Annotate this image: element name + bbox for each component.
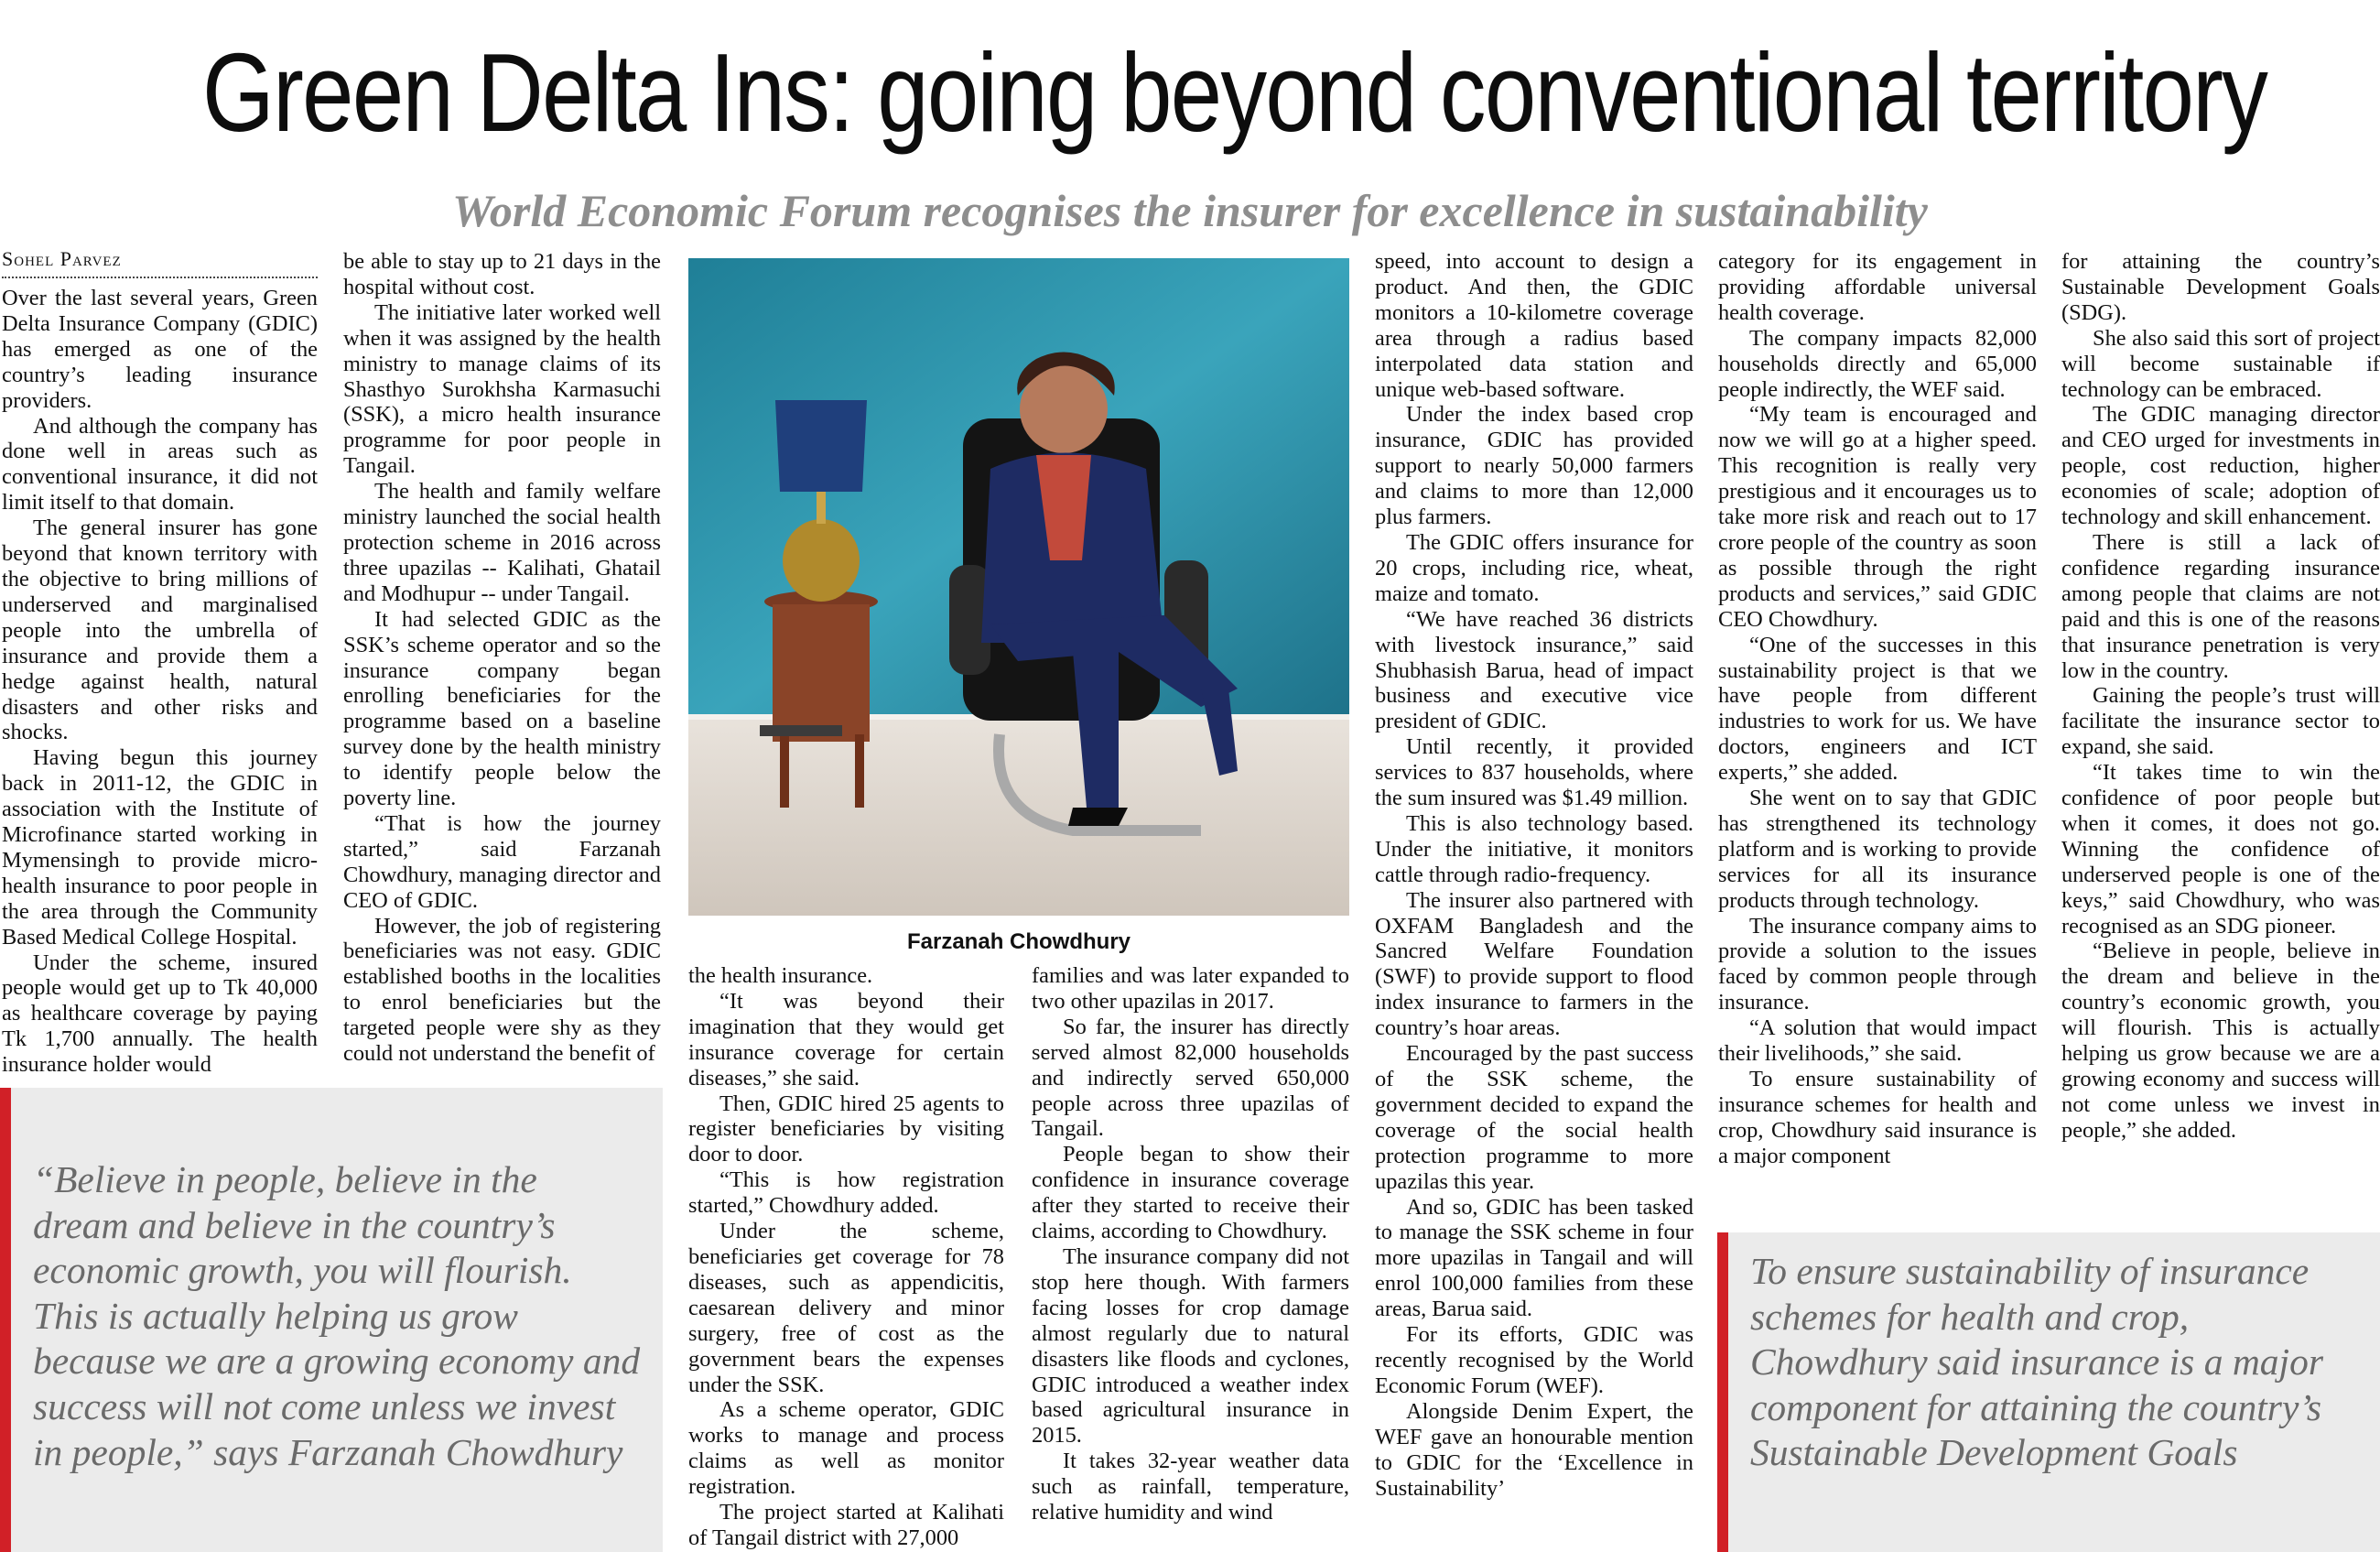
article-paragraph: The GDIC managing director and CEO urged for investments in people, cost reduction, higher economies of scale; adoption of technology and skill enhancement. xyxy=(2061,402,2380,530)
subheadline: World Economic Forum recognises the insurer for excellence in sustainability xyxy=(452,185,1928,236)
article-paragraph: “A solution that would impact their livelihoods,” she said. xyxy=(1718,1015,2037,1067)
article-paragraph: “It was beyond their imagination that they would get insurance coverage for certain diseases,” she said. xyxy=(688,988,1004,1091)
article-column-6 xyxy=(1718,249,2037,1169)
article-paragraph: The initiative later worked well when it was assigned by the health ministry to manage claims of its Shasthyo Surokhsha Karmasuchi (SSK), a micro health insurance programme for poor people in Tangail. xyxy=(343,299,661,479)
article-column-2 xyxy=(343,249,661,1067)
article-column-5 xyxy=(1375,249,1693,1501)
article-paragraph: The insurer also partnered with OXFAM Bangladesh and the Sancred Welfare Foundation (SWF) to provide support to flood index insurance to farmers in the country’s hoar areas. xyxy=(1375,887,1693,1041)
article-paragraph: And although the company has done well in areas such as conventional insurance, it did not limit itself to that domain. xyxy=(2,413,318,516)
pullquote-right-text: To ensure sustainability of insurance schemes for health and crop, Chowdhury said insurance is a major component for attaining the country’s Sustainable Development Goals xyxy=(1750,1250,2323,1474)
article-paragraph: “My team is encouraged and now we will go at a higher speed. This recognition is really very prestigious and it encourages us to take more risk and reach out to 17 crore people of the country as soon as possible through the right products and services,” said GDIC CEO Chowdhury. xyxy=(1718,402,2037,632)
article-paragraph: “One of the successes in this sustainability project is that we have people from different industries to work for us. We have doctors, engineers and ICT experts,” she added. xyxy=(1718,632,2037,786)
article-paragraph: Under the scheme, beneficiaries get coverage for 78 diseases, such as appendicitis, caesarean delivery and minor surgery, free of cost as the government bears the expenses under the SSK. xyxy=(688,1219,1004,1397)
pullquote-left-text: “Believe in people, believe in the dream and believe in the country’s economic growth, you will flourish. This is actually helping us grow because we are a growing economy and success will not come unless we invest in people,” says Farzanah Chowdhury xyxy=(33,1158,641,1473)
article-paragraph: So far, the insurer has directly served almost 82,000 households and indirectly served 650,000 people across three upazilas of Tangail. xyxy=(1032,1014,1349,1142)
article-paragraph: She went on to say that GDIC has strengthened its technology platform and is working to provide services for all its insurance products through technology. xyxy=(1718,786,2037,913)
portrait-photo xyxy=(688,258,1349,916)
article-paragraph: This is also technology based. Under the initiative, it monitors cattle through radio-frequency. xyxy=(1375,810,1693,887)
article-paragraph: However, the job of registering beneficiaries was not easy. GDIC established booths in the localities to enrol beneficiaries but the targeted people were shy as they could not understand the benefit of xyxy=(343,913,661,1067)
article-paragraph: It takes 32-year weather data such as rainfall, temperature, relative humidity and wind xyxy=(1032,1449,1349,1525)
article-paragraph: The company impacts 82,000 households directly and 65,000 people indirectly, the WEF said. xyxy=(1718,325,2037,402)
article-paragraph: There is still a lack of confidence regarding insurance among people that claims are not paid and this is one of the reasons that insurance penetration is very low in the country. xyxy=(2061,529,2380,683)
article-paragraph: Under the scheme, insured people would get up to Tk 40,000 as healthcare coverage by paying Tk 1,700 annually. The health insurance holder would xyxy=(2,950,318,1078)
article-paragraph: The general insurer has gone beyond that known territory with the objective to bring millions of underserved and marginalised people into the umbrella of insurance and provide them a hedge against health, natural disasters and other risks and shocks. xyxy=(2,516,318,745)
article-paragraph: Alongside Denim Expert, the WEF gave an honourable mention to GDIC for the ‘Excellence in Sustainability’ xyxy=(1375,1398,1693,1501)
article-paragraph: The insurance company aims to provide a solution to the issues faced by common people through insurance. xyxy=(1718,913,2037,1015)
pullquote-accent-bar xyxy=(1717,1232,1728,1552)
byline: Sohel Parvez xyxy=(2,245,318,278)
article-column-1 xyxy=(2,286,318,1078)
article-column-4 xyxy=(1032,963,1349,1525)
article-paragraph: People began to show their confidence in insurance coverage after they started to receive their claims, according to Chowdhury. xyxy=(1032,1142,1349,1244)
article-paragraph: Encouraged by the past success of the SSK scheme, the government decided to expand the coverage of the social health protection programme to more upazilas this year. xyxy=(1375,1041,1693,1194)
article-paragraph: The health and family welfare ministry launched the social health protection scheme in 2016 across three upazilas -- Kalihati, Ghatail and Modhupur -- under Tangail. xyxy=(343,479,661,606)
article-paragraph: Until recently, it provided services to 837 households, where the sum insured was $1.49 million. xyxy=(1375,734,1693,811)
article-paragraph: As a scheme operator, GDIC works to manage and process claims as well as monitor registration. xyxy=(688,1397,1004,1500)
headline: Green Delta Ins: going beyond conventional territory xyxy=(202,30,2267,155)
pullquote-left xyxy=(0,1088,663,1552)
article-paragraph: The GDIC offers insurance for 20 crops, including rice, wheat, maize and tomato. xyxy=(1375,529,1693,606)
article-paragraph: be able to stay up to 21 days in the hospital without cost. xyxy=(343,249,661,299)
photo-caption: Farzanah Chowdhury xyxy=(906,929,1131,954)
article-paragraph: the health insurance. xyxy=(688,963,873,988)
article-paragraph: speed, into account to design a product. And then, the GDIC monitors a 10-kilometre coverage area through a radius based interpolated data station and unique web-based software. xyxy=(1375,249,1693,402)
article-paragraph: Having begun this journey back in 2011-12, the GDIC in association with the Institute of Microfinance started working in Mymensingh to provide micro-health insurance to poor people in the area through the Community Based Medical College Hospital. xyxy=(2,745,318,950)
article-paragraph: category for its engagement in providing affordable universal health coverage. xyxy=(1718,249,2037,325)
article-paragraph: “Believe in people, believe in the dream and believe in the country’s economic growth, you will flourish. This is actually helping us grow because we are a growing economy and success will not come unless we invest in people,” she added. xyxy=(2061,939,2380,1143)
pullquote-right xyxy=(1717,1232,2380,1552)
article-paragraph: And so, GDIC has been tasked to manage the SSK scheme in four more upazilas in Tangail and will enrol 100,000 families from these areas, Barua said. xyxy=(1375,1194,1693,1322)
article-column-7 xyxy=(2061,249,2380,1144)
article-paragraph: for attaining the country’s Sustainable Development Goals (SDG). xyxy=(2061,249,2380,325)
article-paragraph: “It takes time to win the confidence of poor people but when it comes, it does not go. Winning the confidence of underserved people is one of the keys,” said Chowdhury, who was recognised as an SDG pioneer. xyxy=(2061,760,2380,939)
pullquote-accent-bar xyxy=(0,1088,11,1552)
article-paragraph: Over the last several years, Green Delta Insurance Company (GDIC) has emerged as one of the country’s leading insurance providers. xyxy=(2,286,318,413)
article-paragraph: The project started at Kalihati of Tangail district with 27,000 xyxy=(688,1500,1004,1550)
article-paragraph: The insurance company did not stop here though. With farmers facing losses for crop damage almost regularly due to natural disasters like floods and cyclones, GDIC introduced a weather index based agricultural insurance in 2015. xyxy=(1032,1243,1349,1449)
article-paragraph: “That is how the journey started,” said Farzanah Chowdhury, managing director and CEO of GDIC. xyxy=(343,810,661,913)
article-paragraph: families and was later expanded to two other upazilas in 2017. xyxy=(1032,963,1349,1014)
article-paragraph: She also said this sort of project will become sustainable if technology can be embraced. xyxy=(2061,325,2380,402)
article-paragraph: To ensure sustainability of insurance schemes for health and crop, Chowdhury said insurance is a major component xyxy=(1718,1067,2037,1168)
article-paragraph: It had selected GDIC as the SSK’s scheme operator and so the insurance company began enrolling beneficiaries for the programme based on a baseline survey done by the health ministry to identify people below the poverty line. xyxy=(343,606,661,811)
article-column-3 xyxy=(688,963,1004,1551)
article-paragraph: “We have reached 36 districts with livestock insurance,” said Shubhasish Barua, head of impact business and executive vice president of GDIC. xyxy=(1375,606,1693,734)
article-paragraph: Gaining the people’s trust will facilitate the insurance sector to expand, she said. xyxy=(2061,683,2380,760)
article-paragraph: Under the index based crop insurance, GDIC has provided support to nearly 50,000 farmers and claims to more than 12,000 plus farmers. xyxy=(1375,402,1693,530)
article-paragraph: Then, GDIC hired 25 agents to register beneficiaries by visiting door to door. xyxy=(688,1091,1004,1167)
article-paragraph: For its efforts, GDIC was recently recognised by the World Economic Forum (WEF). xyxy=(1375,1322,1693,1398)
article-paragraph: “This is how registration started,” Chowdhury added. xyxy=(688,1167,1004,1219)
